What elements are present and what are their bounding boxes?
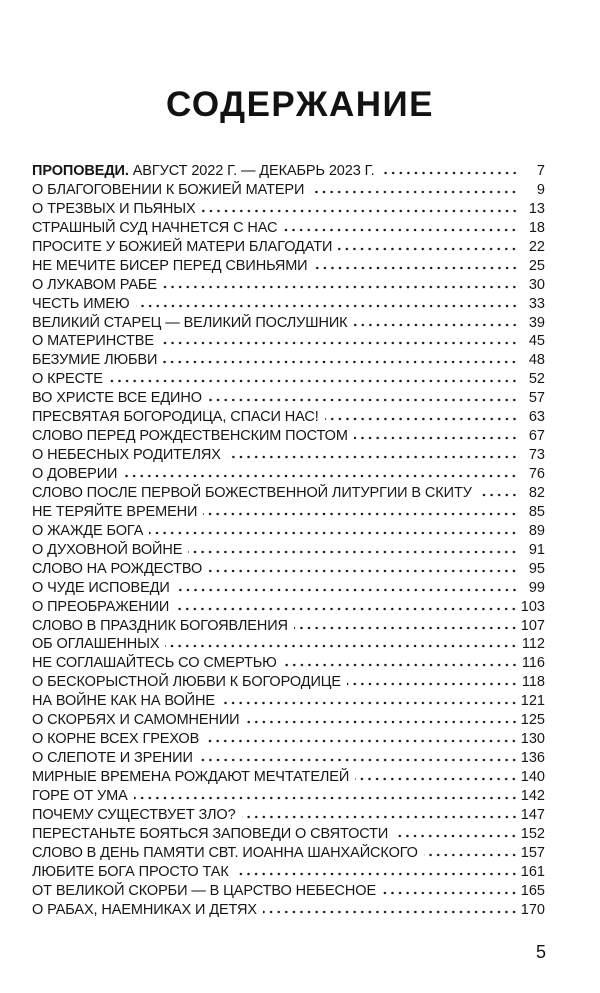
toc-entry-label: ВО ХРИСТЕ ВСЕ ЕДИНО xyxy=(32,390,202,407)
toc-entry-title xyxy=(32,825,388,844)
dot-leader xyxy=(165,644,518,648)
toc-entry-page-number: 118 xyxy=(521,674,545,691)
page-number: 5 xyxy=(535,942,546,962)
dot-leader xyxy=(123,474,518,478)
toc-entry-page-number: 7 xyxy=(536,163,545,179)
toc-entry xyxy=(32,257,545,276)
toc-entry-label: О НЕБЕСНЫХ РОДИТЕЛЯХ xyxy=(32,447,221,464)
toc-entry-title xyxy=(32,749,193,768)
dot-leader xyxy=(283,228,518,232)
dot-leader xyxy=(347,682,518,686)
toc-entry-label: ПОЧЕМУ СУЩЕСТВУЕТ ЗЛО? xyxy=(32,806,236,823)
toc-entry-page-number: 25 xyxy=(528,257,545,274)
toc-entry xyxy=(32,654,545,673)
toc-entry-title xyxy=(32,522,143,541)
toc-entry-label: АВГУСТ 2022 Г. — ДЕКАБРЬ 2023 Г. xyxy=(128,163,375,179)
toc-entry-label: О КРЕСТЕ xyxy=(32,371,103,388)
toc-entry xyxy=(32,882,545,901)
toc-entry-title xyxy=(32,200,196,219)
toc-entry-title xyxy=(32,276,157,295)
toc-entry-label: О ДУХОВНОЙ ВОЙНЕ xyxy=(32,541,183,558)
toc-entry-page-number: 9 xyxy=(536,181,545,198)
toc-entry-title xyxy=(32,787,128,806)
toc-entry-title xyxy=(32,332,154,351)
toc-entry-page-number: 39 xyxy=(528,314,545,331)
toc-entry-title xyxy=(32,560,202,579)
toc-entry xyxy=(32,806,545,825)
toc-entry-page-number: 13 xyxy=(528,200,545,217)
toc-entry-title xyxy=(32,806,236,825)
dot-leader xyxy=(134,796,518,800)
toc-entry-title xyxy=(32,711,240,730)
toc-entry xyxy=(32,314,545,333)
toc-entry-title xyxy=(32,314,348,333)
toc-entry-page-number: 22 xyxy=(528,238,545,255)
dot-leader xyxy=(478,493,518,497)
toc-entry-page-number: 57 xyxy=(528,390,545,407)
toc-entry xyxy=(32,522,545,541)
toc-entry-page-number: 82 xyxy=(528,484,545,501)
toc-entry xyxy=(32,692,545,711)
toc-entry-page-number: 85 xyxy=(528,503,545,520)
toc-entry xyxy=(32,730,545,749)
toc-entry xyxy=(32,503,545,522)
toc-entry xyxy=(32,162,545,181)
toc-entry-label: ГОРЕ ОТ УМА xyxy=(32,787,128,804)
toc-entry xyxy=(32,768,545,787)
dot-leader xyxy=(314,266,518,270)
toc-entry xyxy=(32,863,545,882)
toc-entry-page-number: 125 xyxy=(520,712,545,729)
toc-entry-title xyxy=(32,446,221,465)
toc-entry xyxy=(32,181,545,200)
toc-entry xyxy=(32,844,545,863)
toc-entry-label: О МАТЕРИНСТВЕ xyxy=(32,333,154,350)
toc-entry-label: О ПРЕОБРАЖЕНИИ xyxy=(32,598,170,615)
dot-leader xyxy=(188,550,518,554)
toc-entry-label: ПЕРЕСТАНЬТЕ БОЯТЬСЯ ЗАПОВЕДИ О СВЯТОСТИ xyxy=(32,825,389,842)
toc-entry-label: О РАБАХ, НАЕМНИКАХ И ДЕТЯХ xyxy=(32,901,257,918)
toc-entry-page-number: 76 xyxy=(528,466,545,482)
toc-entry-label: О БЛАГОГОВЕНИИ К БОЖИЕЙ МАТЕРИ xyxy=(32,181,305,198)
toc-entry-title xyxy=(32,617,288,636)
toc-entry-label: О ЖАЖДЕ БОГА xyxy=(32,522,144,539)
toc-entry-label: НЕ ТЕРЯЙТЕ ВРЕМЕНИ xyxy=(32,503,198,520)
dot-leader xyxy=(203,512,518,516)
toc-entry-title xyxy=(32,844,418,863)
dot-leader xyxy=(354,323,518,327)
dot-leader xyxy=(382,891,518,895)
toc-entry-label: ЛЮБИТЕ БОГА ПРОСТО ТАК xyxy=(32,863,229,880)
toc-entry-bold-prefix: ПРОПОВЕДИ. xyxy=(32,163,129,179)
dot-leader xyxy=(235,872,518,876)
toc-entry xyxy=(32,389,545,408)
toc-entry xyxy=(32,787,545,806)
toc-entry xyxy=(32,484,545,503)
dot-leader xyxy=(424,853,518,857)
toc-entry-label: СТРАШНЫЙ СУД НАЧНЕТСЯ С НАС xyxy=(32,219,278,236)
toc-entry xyxy=(32,635,545,654)
toc-entry-label: БЕЗУМИЕ ЛЮБВИ xyxy=(32,352,158,369)
toc-entry-label: СЛОВО НА РОЖДЕСТВО xyxy=(32,560,203,577)
toc-entry-page-number: 63 xyxy=(528,409,545,426)
toc-entry-label: ВЕЛИКИЙ СТАРЕЦ — ВЕЛИКИЙ ПОСЛУШНИК xyxy=(32,314,348,331)
toc-entry xyxy=(32,351,545,370)
toc-entry xyxy=(32,617,545,636)
toc-entry-title xyxy=(32,692,215,711)
dot-leader xyxy=(163,285,518,289)
toc-entry xyxy=(32,408,545,427)
toc-entry-label: СЛОВО ПОСЛЕ ПЕРВОЙ БОЖЕСТВЕННОЙ ЛИТУРГИИ В СКИТУ xyxy=(32,484,472,501)
dot-leader xyxy=(242,815,518,819)
toc-entry-page-number: 130 xyxy=(520,731,545,748)
toc-entry-title xyxy=(32,503,197,522)
toc-entry-label: СЛОВО ПЕРЕД РОЖДЕСТВЕНСКИМ ПОСТОМ xyxy=(32,428,348,445)
toc-entry-page-number: 67 xyxy=(528,428,545,445)
toc-entry-title xyxy=(32,882,376,901)
dot-leader xyxy=(163,360,518,364)
toc-entry-title xyxy=(32,181,304,200)
toc-list xyxy=(32,162,545,920)
toc-entry-page-number: 89 xyxy=(528,522,545,539)
toc-entry-label: ПРОСИТЕ У БОЖИЕЙ МАТЕРИ БЛАГОДАТИ xyxy=(32,238,333,255)
toc-entry-title xyxy=(32,541,182,560)
toc-entry-page-number: 107 xyxy=(520,617,545,634)
toc-entry-label: О ДОВЕРИИ xyxy=(32,466,118,482)
dot-leader xyxy=(208,569,518,573)
toc-entry-label: О ЛУКАВОМ РАБЕ xyxy=(32,276,157,293)
toc-entry-label: СЛОВО В ДЕНЬ ПАМЯТИ СВТ. ИОАННА ШАНХАЙСКОГО xyxy=(32,844,418,861)
toc-entry-label: НЕ СОГЛАШАЙТЕСЬ СО СМЕРТЬЮ xyxy=(32,655,277,672)
toc-entry-page-number: 140 xyxy=(520,769,545,785)
dot-leader xyxy=(227,455,518,459)
toc-entry xyxy=(32,370,545,389)
toc-entry xyxy=(32,446,545,465)
dot-leader xyxy=(381,171,518,175)
toc-entry-label: МИРНЫЕ ВРЕМЕНА РОЖДАЮТ МЕЧТАТЕЛЕЙ xyxy=(32,769,350,785)
toc-entry-page-number: 165 xyxy=(520,882,545,899)
toc-entry xyxy=(32,579,545,598)
toc-entry-page-number: 91 xyxy=(528,541,545,558)
toc-entry-label: ПРЕСВЯТАЯ БОГОРОДИЦА, СПАСИ НАС! xyxy=(32,409,319,426)
dot-leader xyxy=(175,607,518,611)
toc-entry-title xyxy=(32,465,117,484)
toc-entry xyxy=(32,332,545,351)
toc-entry-label: О СКОРБЯХ И САМОМНЕНИИ xyxy=(32,712,240,729)
dot-leader xyxy=(354,436,518,440)
toc-entry-label: ОТ ВЕЛИКОЙ СКОРБИ — В ЦАРСТВО НЕБЕСНОЕ xyxy=(32,882,377,899)
dot-leader xyxy=(283,663,518,667)
toc-entry-title xyxy=(32,389,202,408)
toc-entry-title xyxy=(32,427,348,446)
toc-entry-label: О БЕСКОРЫСТНОЙ ЛЮБВИ К БОГОРОДИЦЕ xyxy=(32,674,341,691)
toc-entry xyxy=(32,238,545,257)
dot-leader xyxy=(325,417,518,421)
toc-entry-title xyxy=(32,654,277,673)
toc-entry-label: О СЛЕПОТЕ И ЗРЕНИИ xyxy=(32,750,193,767)
page-title: СОДЕРЖАНИЕ xyxy=(165,85,434,124)
toc-entry-title xyxy=(32,635,159,654)
toc-entry-page-number: 112 xyxy=(521,636,545,653)
toc-entry-label: ЧЕСТЬ ИМЕЮ xyxy=(32,295,130,312)
toc-entry xyxy=(32,219,545,238)
toc-entry-title xyxy=(32,863,229,882)
dot-leader xyxy=(202,209,518,213)
toc-entry-page-number: 45 xyxy=(528,333,545,350)
toc-entry-page-number: 52 xyxy=(528,371,545,388)
toc-entry-title xyxy=(32,370,103,389)
toc-entry-page-number: 99 xyxy=(528,579,545,596)
dot-leader xyxy=(205,739,518,743)
toc-entry-label: СЛОВО В ПРАЗДНИК БОГОЯВЛЕНИЯ xyxy=(32,617,288,634)
toc-entry-title xyxy=(32,295,130,314)
dot-leader xyxy=(160,341,518,345)
toc-entry xyxy=(32,465,545,484)
toc-entry-page-number: 30 xyxy=(528,276,545,293)
toc-entry-page-number: 157 xyxy=(520,844,545,861)
toc-entry xyxy=(32,598,545,617)
toc-entry-title xyxy=(32,408,319,427)
toc-entry-title xyxy=(32,901,257,920)
dot-leader xyxy=(338,247,518,251)
toc-entry-title xyxy=(32,673,341,692)
dot-leader xyxy=(136,304,518,308)
toc-entry-page-number: 161 xyxy=(520,863,545,880)
toc-entry xyxy=(32,901,545,920)
toc-entry-title xyxy=(32,219,277,238)
toc-entry-label: ОБ ОГЛАШЕННЫХ xyxy=(32,636,160,653)
toc-entry xyxy=(32,560,545,579)
toc-entry xyxy=(32,749,545,768)
toc-entry-page-number: 147 xyxy=(520,806,545,823)
toc-entry xyxy=(32,295,545,314)
toc-entry-page-number: 18 xyxy=(528,219,545,236)
toc-entry-title xyxy=(32,257,308,276)
toc-entry-page-number: 136 xyxy=(520,750,545,767)
toc-entry-page-number: 103 xyxy=(520,598,545,615)
dot-leader xyxy=(310,190,518,194)
dot-leader xyxy=(208,398,518,402)
toc-entry-page-number: 116 xyxy=(521,655,545,672)
toc-entry-title xyxy=(32,598,169,617)
toc-entry xyxy=(32,825,545,844)
toc-entry-page-number: 73 xyxy=(528,447,545,464)
toc-entry xyxy=(32,427,545,446)
dot-leader xyxy=(149,531,518,535)
toc-entry-label: НА ВОЙНЕ КАК НА ВОЙНЕ xyxy=(32,693,215,710)
toc-entry-label: НЕ МЕЧИТЕ БИСЕР ПЕРЕД СВИНЬЯМИ xyxy=(32,257,308,274)
toc-entry xyxy=(32,200,545,219)
toc-entry-title xyxy=(32,162,375,181)
toc-entry-page-number: 170 xyxy=(520,901,545,918)
toc-entry xyxy=(32,541,545,560)
toc-entry-page-number: 121 xyxy=(520,693,545,710)
toc-entry-label: О ТРЕЗВЫХ И ПЬЯНЫХ xyxy=(32,200,196,217)
toc-entry-title xyxy=(32,351,157,370)
toc-entry-title xyxy=(32,238,332,257)
dot-leader xyxy=(199,758,518,762)
toc-entry xyxy=(32,711,545,730)
dot-leader xyxy=(294,626,518,630)
toc-entry-page-number: 142 xyxy=(520,787,545,804)
toc-entry-title xyxy=(32,579,170,598)
toc-entry-title xyxy=(32,768,349,787)
toc-entry-label: О КОРНЕ ВСЕХ ГРЕХОВ xyxy=(32,731,200,748)
toc-entry-page-number: 95 xyxy=(528,560,545,577)
toc-entry xyxy=(32,673,545,692)
dot-leader xyxy=(176,588,518,592)
toc-entry xyxy=(32,276,545,295)
toc-entry-page-number: 152 xyxy=(520,825,545,842)
dot-leader xyxy=(109,379,518,383)
dot-leader xyxy=(221,701,518,705)
toc-entry-label: О ЧУДЕ ИСПОВЕДИ xyxy=(32,579,170,596)
toc-entry-title xyxy=(32,730,199,749)
toc-entry-title xyxy=(32,484,472,503)
dot-leader xyxy=(246,720,518,724)
dot-leader xyxy=(263,910,518,914)
toc-entry-page-number: 48 xyxy=(528,352,545,369)
toc-entry-page-number: 33 xyxy=(528,295,545,312)
dot-leader xyxy=(394,834,518,838)
dot-leader xyxy=(355,777,518,781)
